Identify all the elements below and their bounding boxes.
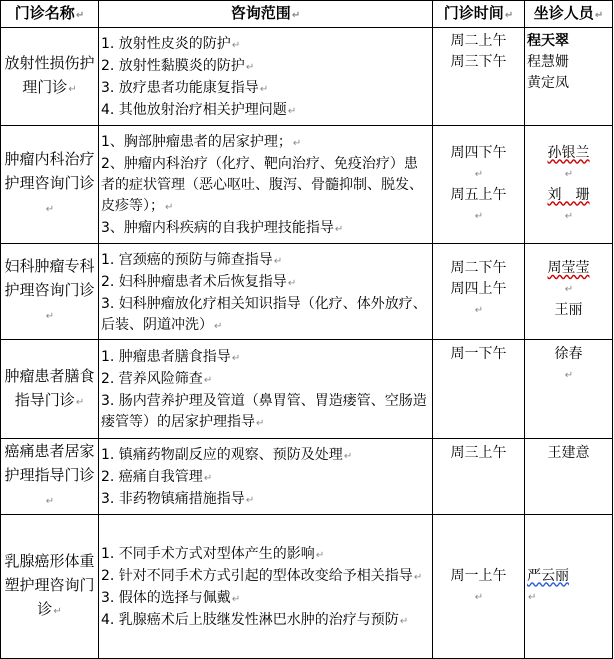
scope-item: 1. 不同手术方式对型体产生的影响↵ — [101, 546, 325, 562]
header-row — [1, 1, 613, 28]
scope-item: 4. 乳腺癌术后上肢继发性淋巴水肿的治疗与预防↵ — [101, 612, 409, 628]
scope-item: 3、肿瘤内科疾病的自我护理技能指导↵ — [101, 220, 344, 236]
clinic-staff: 孙银兰 ↵ 刘 珊 ↵ — [525, 126, 613, 244]
clinic-staff: 周莹莹 ↵ 王丽 — [525, 244, 613, 340]
scope-item: 2. 癌痛自我管理↵ — [101, 469, 213, 485]
header-clinic-name: 门诊名称↵ — [1, 1, 99, 28]
scope-item: 4. 其他放射治疗相关护理问题↵ — [101, 102, 297, 118]
scope-item: 3. 妇科肿瘤放化疗相关知识指导（化疗、体外放疗、后装、阴道冲洗）↵ — [101, 295, 427, 333]
table-row — [1, 515, 613, 659]
scope-item: 1. 肿瘤患者膳食指导↵ — [101, 349, 241, 365]
table-row — [1, 439, 613, 515]
clinic-name: 癌痛患者居家护理指导门诊↵ — [1, 439, 99, 515]
scope-item: 2. 针对不同手术方式引起的型体改变给予相关指导↵ — [101, 568, 423, 584]
consult-scope — [99, 244, 433, 340]
scope-item: 2. 放射性黏膜炎的防护↵ — [101, 58, 255, 74]
clinic-time: 周三上午 — [433, 439, 525, 515]
header-scope: 咨询范围↵ — [99, 1, 433, 28]
clinic-time: 周一上午 ↵ — [433, 515, 525, 659]
clinic-name: 放射性损伤护理门诊↵ — [1, 28, 99, 126]
clinic-staff: 严云丽 ↵ — [525, 515, 613, 659]
consult-scope — [99, 439, 433, 515]
clinic-name: 肿瘤内科治疗护理咨询门诊↵ — [1, 126, 99, 244]
consult-scope — [99, 28, 433, 126]
scope-item: 1、胸部肿瘤患者的居家护理；↵ — [101, 134, 302, 150]
header-time: 门诊时间↵ — [433, 1, 525, 28]
consult-scope — [99, 340, 433, 439]
consult-scope — [99, 515, 433, 659]
table-row — [1, 340, 613, 439]
scope-item: 2. 营养风险筛查↵ — [101, 371, 213, 387]
clinic-staff: 徐春 ↵ — [525, 340, 613, 439]
clinic-name: 乳腺癌形体重塑护理咨询门诊↵ — [1, 515, 99, 659]
clinic-time: 周二上午 周三下午 — [433, 28, 525, 126]
clinic-time: 周一下午 — [433, 340, 525, 439]
scope-item: 3. 假体的选择与佩戴↵ — [101, 590, 241, 606]
clinic-name: 肿瘤患者膳食指导门诊↵ — [1, 340, 99, 439]
clinic-time: 周四下午 ↵ 周五上午 ↵ — [433, 126, 525, 244]
clinic-name: 妇科肿瘤专科护理咨询门诊↵ — [1, 244, 99, 340]
clinic-time: 周二下午 周四上午 ↵ — [433, 244, 525, 340]
table-row — [1, 28, 613, 126]
scope-item: 2、肿瘤内科治疗（化疗、靶向治疗、免疫治疗）患者的症状管理（恶心呕吐、腹泻、骨髓抑制、脱发、皮疹等）；↵ — [101, 156, 423, 214]
table-row — [1, 126, 613, 244]
scope-item: 3. 放疗患者功能康复指导↵ — [101, 80, 269, 96]
scope-item: 3. 非药物镇痛措施指导↵ — [101, 491, 255, 507]
header-staff: 坐诊人员↵ — [525, 1, 613, 28]
consult-scope — [99, 126, 433, 244]
scope-item: 1. 放射性皮炎的防护↵ — [101, 36, 241, 52]
scope-item: 1. 镇痛药物副反应的观察、预防及处理↵ — [101, 447, 353, 463]
scope-item: 3. 肠内营养护理及管道（鼻胃管、胃造瘘管、空肠造瘘管等）的居家护理指导↵ — [101, 393, 427, 430]
scope-item: 1. 宫颈癌的预防与筛查指导↵ — [101, 251, 283, 268]
scope-item: 2. 妇科肿瘤患者术后恢复指导↵ — [101, 273, 297, 290]
clinic-staff: 王建意 — [525, 439, 613, 515]
clinic-staff: 程天翠 程慧姗 黄定凤 — [525, 28, 613, 126]
table-row — [1, 244, 613, 340]
